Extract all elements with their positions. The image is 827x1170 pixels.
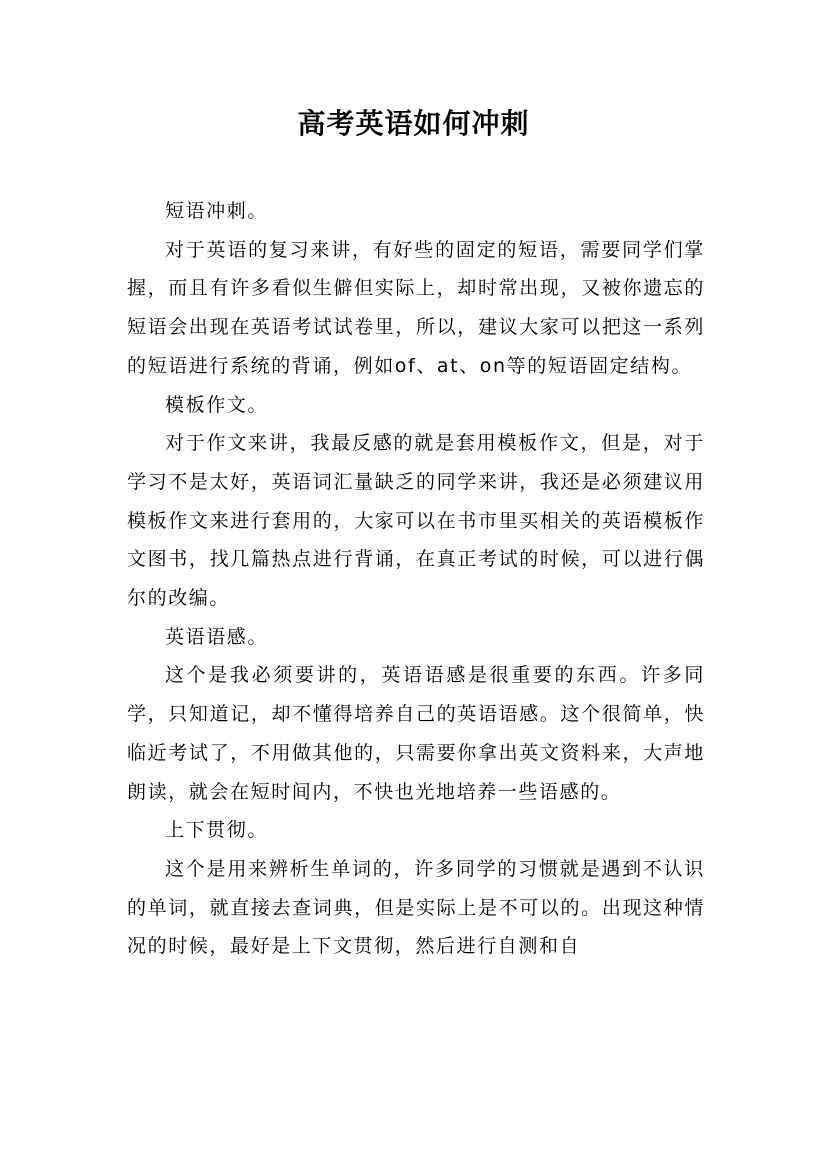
section-heading-language-sense: 英语语感。 (165, 625, 269, 648)
section-heading-phrases: 短语冲刺。 (165, 200, 269, 222)
section-heading-template-essay: 模板作文。 (165, 393, 269, 416)
paragraph-context: 这个是用来辨析生单词的，许多同学的习惯就是遇到不认识的单词，就直接去查词典，但是实际上是不可以的。出现这种情况的时候，最好是上下文贯彻，然后进行自测和自 (127, 857, 705, 958)
paragraph-template-essay: 对于作文来讲，我最反感的就是套用模板作文，但是，对于学习不是太好，英语词汇量缺乏的同学来讲，我还是必须建议用模板作文来进行套用的，大家可以在书市里买相关的英语模板作文图书，找几篇热点进行背诵，在真正考试的时候，可以进行偶尔的改编。 (127, 432, 705, 610)
section-heading-context: 上下贯彻。 (165, 819, 269, 842)
paragraph-phrases: 对于英语的复习来讲，有好些的固定的短语，需要同学们掌握，而且有许多看似生僻但实际上，却时常出现，又被你遗忘的短语会出现在英语考试试卷里，所以，建议大家可以把这一系列的短语进行系统的背诵，例如of、at、on等的短语固定结构。 (127, 238, 705, 377)
document-title: 高考英语如何冲刺 (297, 107, 530, 140)
paragraph-language-sense: 这个是我必须要讲的，英语语感是很重要的东西。许多同学，只知道记，却不懂得培养自己的英语语感。这个很简单，快临近考试了，不用做其他的，只需要你拿出英文资料来，大声地朗读，就会在短时间内，不快也光地培养一些语感的。 (127, 664, 705, 803)
document-body (127, 192, 705, 966)
